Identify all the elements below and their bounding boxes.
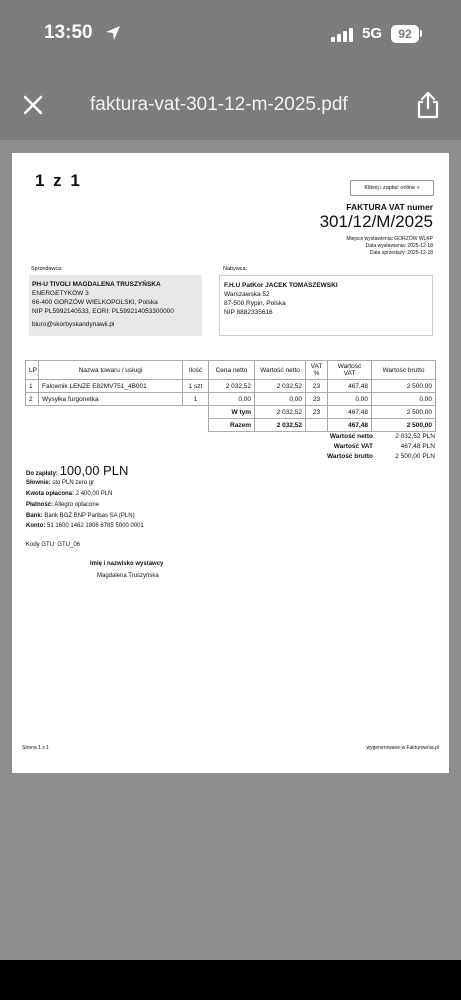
col-header: Wartość VAT	[328, 361, 372, 380]
pay-online-button[interactable]: Kliknij i zapłać online »	[350, 180, 434, 196]
page-number: 1 z 1	[35, 171, 82, 190]
network-type: 5G	[362, 25, 383, 42]
amount-paid: Kwota opłacona: 2 400,00 PLN	[26, 491, 113, 497]
col-header: LP	[26, 361, 39, 380]
sale-date: Data sprzedaży: 2025-12-18	[369, 250, 433, 256]
issuer-name: Magdalena Truszyńska	[97, 573, 159, 579]
cell: 2 032,52	[255, 419, 306, 432]
table-header	[26, 361, 436, 380]
location-arrow-icon	[104, 24, 122, 42]
amount-words: Słownie: sto PLN zero gr	[26, 480, 95, 486]
battery-icon: 92	[391, 25, 419, 43]
col-header: Nazwa towaru / usługi	[39, 361, 183, 380]
page-footer-right: wygenerowane w Fakturownia.pl	[366, 745, 439, 751]
seller-city: 66-400 GORZÓW WIELKOPOLSKI, Polska	[32, 299, 158, 306]
cell: 1 szt	[183, 380, 209, 393]
col-header: VAT %	[306, 361, 328, 380]
status-time: 13:50	[44, 22, 93, 43]
cell: 1	[26, 380, 39, 393]
col-header: Wartość netto	[255, 361, 306, 380]
page-footer-left: Strona 1 z 1	[22, 745, 49, 751]
total-vat-label: Wartość VAT	[333, 443, 373, 450]
buyer-street: Warszawska 52	[224, 291, 270, 298]
seller-box	[29, 275, 202, 336]
total-gross-value: 2 500,00 PLN	[395, 453, 435, 460]
cell: 23	[306, 406, 328, 419]
battery-tip	[420, 30, 422, 37]
seller-name: PH-U TIVOLI MAGDALENA TRUSZYŃSKA	[32, 281, 161, 288]
col-header: Ilość	[183, 361, 209, 380]
col-header: Cena netto	[209, 361, 255, 380]
cell: 2 032,52	[255, 380, 306, 393]
bank-name: Bank: Bank BGŻ BNP Paribas SA (PLN)	[26, 513, 135, 519]
amount-due-label: Do zapłaty:	[26, 471, 59, 477]
amount-due-value: 100,00 PLN	[59, 463, 129, 478]
cell: 0,00	[372, 393, 436, 406]
seller-label: Sprzedawca:	[31, 266, 63, 272]
cell: 467,48	[328, 419, 372, 432]
cell	[306, 419, 328, 432]
cell: Wysyłka furgonetka	[39, 393, 183, 406]
cell: 2 032,52	[209, 380, 255, 393]
seller-ids: NIP PL5992140533, EORI: PL599214053300000	[32, 308, 174, 315]
cell: 2 500,00	[372, 380, 436, 393]
cell: Falownik LENZE E82MV751_4B001	[39, 380, 183, 393]
col-header: Wartość brutto	[372, 361, 436, 380]
table-row	[26, 393, 436, 406]
document-title: faktura-vat-301-12-m-2025.pdf	[90, 94, 348, 115]
cell: 467,48	[328, 406, 372, 419]
payment-method: Płatność: Allegro opłacone	[26, 502, 100, 508]
cell: 0,00	[328, 393, 372, 406]
items-table	[25, 360, 436, 432]
close-icon[interactable]	[22, 94, 44, 116]
amount-due	[26, 463, 128, 478]
table-row-subtotal	[26, 406, 436, 419]
buyer-box	[219, 275, 433, 336]
gtu-codes: Kody GTU: GTU_06	[26, 542, 81, 548]
issue-date: Data wystawienia: 2025-12-18	[365, 243, 433, 249]
signal-icon	[331, 28, 355, 42]
bottom-bar	[0, 960, 461, 1000]
invoice-label: FAKTURA VAT numer	[346, 202, 433, 212]
cell: 2	[26, 393, 39, 406]
cell: 2 500,00	[372, 406, 436, 419]
invoice-number: 301/12/M/2025	[319, 212, 433, 231]
cell: 467,48	[328, 380, 372, 393]
cell: 23	[306, 380, 328, 393]
buyer-label: Nabywca:	[223, 266, 248, 272]
cell: 0,00	[209, 393, 255, 406]
share-icon[interactable]	[416, 91, 440, 119]
table-row	[26, 380, 436, 393]
total-gross-label: Wartość brutto	[327, 453, 373, 460]
table-row-total	[26, 419, 436, 432]
total-vat-value: 467,48 PLN	[400, 443, 435, 450]
cell: 2 032,52	[255, 406, 306, 419]
buyer-city: 87-500 Rypin, Polska	[224, 300, 286, 307]
total-label: Razem	[209, 419, 255, 432]
buyer-nip: NIP 8882335616	[224, 309, 273, 316]
cell: 2 500,00	[372, 419, 436, 432]
subtotal-label: W tym	[209, 406, 255, 419]
bank-account: Konto: 51 1600 1462 1806 6785 5000 0001	[26, 523, 144, 529]
issuer-label: Imię i nazwisko wystawcy	[90, 561, 164, 567]
seller-street: ENERGETYKÓW 3	[32, 290, 89, 297]
status-bar	[0, 0, 461, 70]
cell: 23	[306, 393, 328, 406]
total-net-value: 2 032,52 PLN	[395, 433, 435, 440]
cell: 1	[183, 393, 209, 406]
cell: 0,00	[255, 393, 306, 406]
buyer-name: F.H.U PatKor JACEK TOMASZEWSKI	[224, 282, 338, 289]
pdf-page[interactable]	[12, 153, 449, 773]
seller-email: biuro@skorbyskandynawii.pl	[32, 321, 115, 328]
issue-place: Miejsce wystawienia: GORZÓW WLKP	[346, 236, 433, 242]
pdf-toolbar	[0, 70, 461, 140]
total-net-label: Wartość netto	[329, 433, 373, 440]
